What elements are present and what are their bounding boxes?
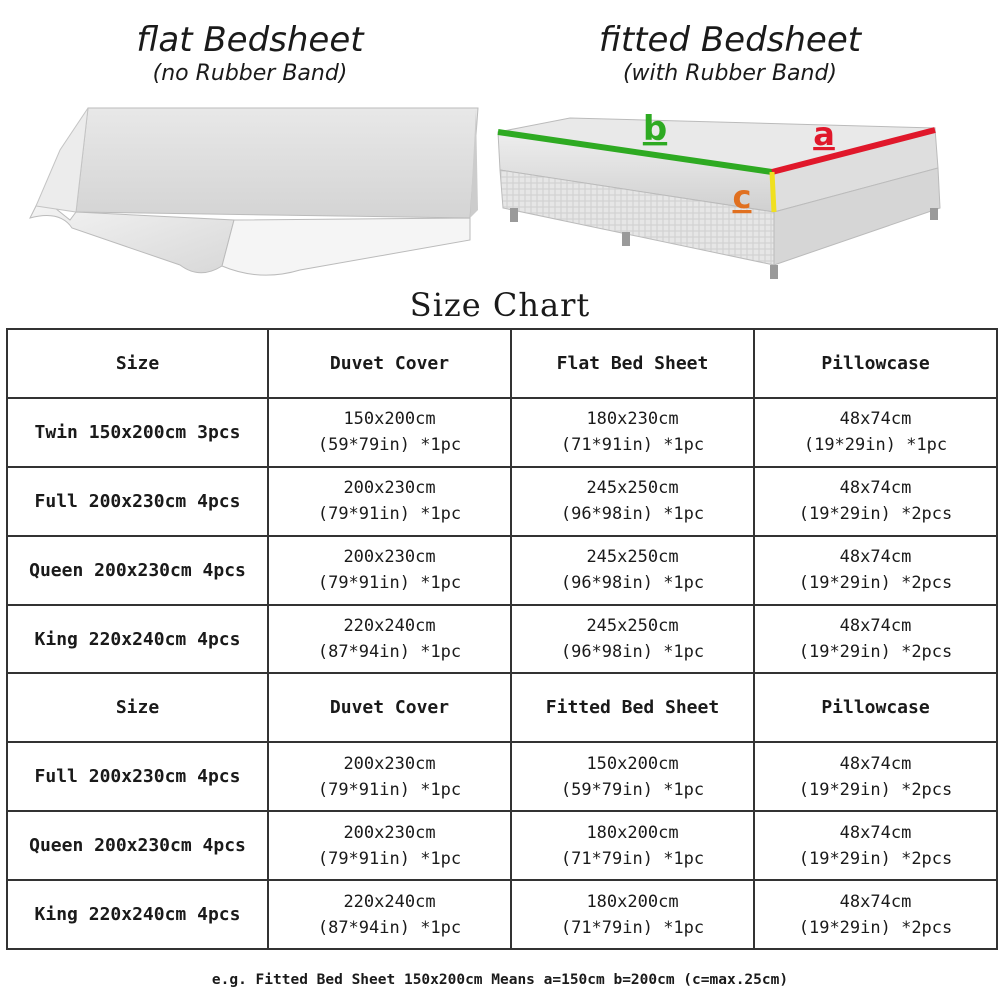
sheet-cm: 245x250cm: [586, 547, 679, 568]
dimension-c-line: [772, 172, 774, 212]
duvet-inches: (79*91in) *1pc: [317, 573, 462, 594]
duvet-cm: 200x230cm: [343, 547, 436, 568]
duvet-cm: 200x230cm: [343, 478, 436, 499]
pillow-inches: (19*29in) *2pcs: [798, 917, 953, 938]
size-chart-table: [6, 328, 998, 950]
pillow-cell: [754, 880, 997, 949]
sheet-cell: [511, 467, 754, 536]
sheet-cell: [511, 398, 754, 467]
size-label: Queen 200x230cm 4pcs: [7, 536, 268, 605]
sheet-cm: 180x230cm: [586, 409, 679, 430]
pillow-cell: [754, 605, 997, 674]
pillow-cell: [754, 811, 997, 880]
sheet-inches: (71*79in) *1pc: [560, 917, 705, 938]
column-header: Pillowcase: [754, 673, 997, 742]
sheet-cell: [511, 605, 754, 674]
sheet-cell: [511, 536, 754, 605]
pillow-inches: (19*29in) *1pc: [803, 435, 948, 456]
size-label: King 220x240cm 4pcs: [7, 605, 268, 674]
column-header: Size: [7, 673, 268, 742]
duvet-cell: [268, 398, 511, 467]
pillow-inches: (19*29in) *2pcs: [798, 573, 953, 594]
fitted-bedsheet-subtitle: (with Rubber Band): [622, 61, 838, 86]
duvet-inches: (79*91in) *1pc: [317, 504, 462, 525]
fitted-bedsheet-title: fitted Bedsheet: [598, 20, 862, 60]
column-header: Flat Bed Sheet: [511, 329, 754, 398]
pillow-cm: 48x74cm: [839, 753, 912, 774]
duvet-inches: (79*91in) *1pc: [317, 779, 462, 800]
column-header: Duvet Cover: [268, 329, 511, 398]
sheet-inches: (59*79in) *1pc: [560, 779, 705, 800]
sheet-inches: (96*98in) *1pc: [560, 573, 705, 594]
pillow-inches: (19*29in) *2pcs: [798, 504, 953, 525]
sheet-cell: [511, 811, 754, 880]
duvet-inches: (87*94in) *1pc: [317, 917, 462, 938]
duvet-inches: (59*79in) *1pc: [317, 435, 462, 456]
sheet-cm: 245x250cm: [586, 478, 679, 499]
flat-bedsheet-illustration: [30, 108, 478, 275]
duvet-cell: [268, 742, 511, 811]
table-row: [7, 880, 997, 949]
table-row: [7, 605, 997, 674]
size-label: Full 200x230cm 4pcs: [7, 467, 268, 536]
sheet-cell: [511, 742, 754, 811]
pillow-cell: [754, 536, 997, 605]
bedsheet-illustrations: [0, 90, 1000, 290]
dimension-c-label: c: [732, 178, 752, 216]
size-chart-title: Size Chart: [409, 286, 591, 324]
sheet-inches: (96*98in) *1pc: [560, 504, 705, 525]
dimension-b-label: b: [642, 109, 668, 149]
sheet-cm: 245x250cm: [586, 616, 679, 636]
flat-bedsheet-subtitle: (no Rubber Band): [152, 61, 348, 86]
sheet-cm: 150x200cm: [586, 753, 679, 774]
pillow-cm: 48x74cm: [839, 547, 912, 568]
sheet-cm: 180x200cm: [586, 891, 679, 912]
pillow-inches: (19*29in) *2pcs: [798, 642, 953, 662]
duvet-cm: 220x240cm: [343, 616, 436, 636]
pillow-cell: [754, 398, 997, 467]
flat-bedsheet-header: [70, 20, 430, 88]
flat-bedsheet-title: flat Bedsheet: [136, 20, 364, 60]
pillow-cm: 48x74cm: [839, 891, 912, 912]
table-row: [7, 467, 997, 536]
duvet-inches: (87*94in) *1pc: [317, 642, 462, 662]
pillow-cm: 48x74cm: [839, 478, 912, 499]
duvet-cm: 220x240cm: [343, 891, 436, 912]
table-row: [7, 811, 997, 880]
footnote: e.g. Fitted Bed Sheet 150x200cm Means a=150cm b=200cm (c=max.25cm): [211, 972, 789, 988]
pillow-cm: 48x74cm: [839, 616, 912, 636]
duvet-cm: 200x230cm: [343, 753, 436, 774]
table-row: [7, 742, 997, 811]
pillow-inches: (19*29in) *2pcs: [798, 779, 953, 800]
duvet-cm: 200x230cm: [343, 822, 436, 843]
duvet-cm: 150x200cm: [343, 409, 436, 430]
size-label: Queen 200x230cm 4pcs: [7, 811, 268, 880]
pillow-cell: [754, 742, 997, 811]
fitted-bedsheet-illustration: [498, 109, 940, 279]
duvet-cell: [268, 811, 511, 880]
table-row: [7, 398, 997, 467]
table-header-row: [7, 673, 997, 742]
column-header: Pillowcase: [754, 329, 997, 398]
duvet-cell: [268, 880, 511, 949]
duvet-cell: [268, 536, 511, 605]
size-label: Full 200x230cm 4pcs: [7, 742, 268, 811]
size-label: King 220x240cm 4pcs: [7, 880, 268, 949]
table-header-row: [7, 329, 997, 398]
table-row: [7, 536, 997, 605]
column-header: Fitted Bed Sheet: [511, 673, 754, 742]
sheet-inches: (71*91in) *1pc: [560, 435, 705, 456]
pillow-inches: (19*29in) *2pcs: [798, 848, 953, 869]
sheet-inches: (96*98in) *1pc: [560, 642, 705, 662]
duvet-cell: [268, 467, 511, 536]
sheet-cell: [511, 880, 754, 949]
pillow-cm: 48x74cm: [839, 822, 912, 843]
column-header: Size: [7, 329, 268, 398]
sheet-inches: (71*79in) *1pc: [560, 848, 705, 869]
dimension-a-label: a: [813, 115, 835, 153]
pillow-cell: [754, 467, 997, 536]
pillow-cm: 48x74cm: [839, 409, 912, 430]
duvet-cell: [268, 605, 511, 674]
fitted-bedsheet-header: [540, 20, 920, 88]
sheet-cm: 180x200cm: [586, 822, 679, 843]
size-label: Twin 150x200cm 3pcs: [7, 398, 268, 467]
column-header: Duvet Cover: [268, 673, 511, 742]
duvet-inches: (79*91in) *1pc: [317, 848, 462, 869]
